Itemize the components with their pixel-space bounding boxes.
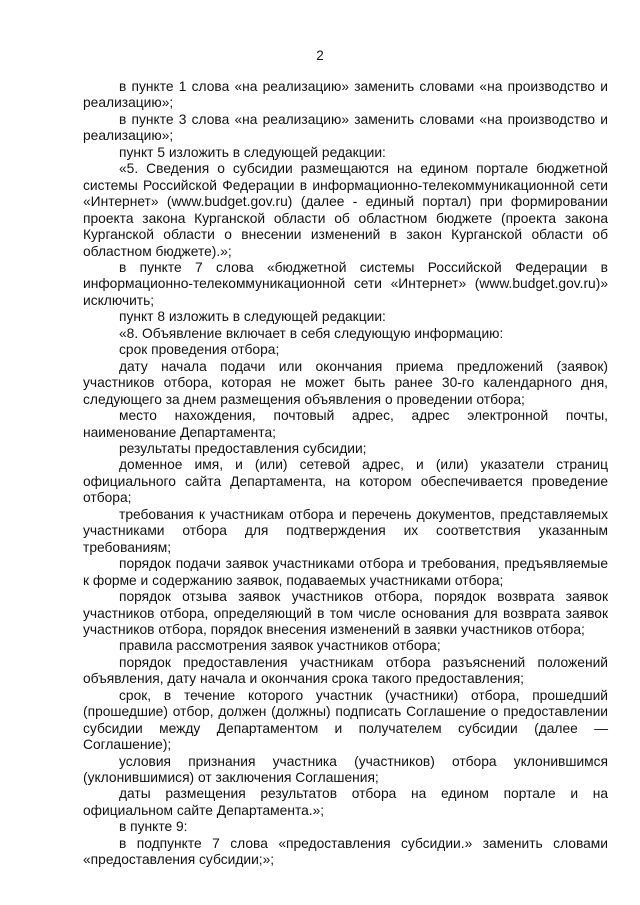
page-number: 2: [316, 48, 324, 63]
paragraph: «5. Сведения о субсидии размещаются на едином портале бюджетной системы Российской Федерации в информационно-телекоммуникационной сети «Интернет» (www.budget.gov.ru) (далее - единый портал) при формировании проекта закона Курганской области об областном бюджете (проекта закона Курганской области о внесении изменений в закон Курганской области об областном бюджете).»;: [83, 161, 608, 259]
paragraph: требования к участникам отбора и перечень документов, представляемых участниками отбора для подтверждения их соответствия указанным требованиям;: [83, 506, 608, 555]
paragraph: в пункте 7 слова «бюджетной системы Российской Федерации в информационно-телекоммуникационной сети «Интернет» (www.budget.gov.ru)» исключить;: [83, 259, 608, 308]
paragraph: место нахождения, почтовый адрес, адрес электронной почты, наименование Департамента;: [83, 408, 608, 440]
paragraph: «8. Объявление включает в себя следующую информацию:: [119, 325, 504, 341]
paragraph: пункт 5 изложить в следующей редакции:: [119, 144, 386, 160]
paragraph: доменное имя, и (или) сетевой адрес, и (или) указатели страниц официального сайта Департамента, на котором обеспечивается проведение отбора;: [83, 457, 608, 506]
paragraph: условия признания участника (участников) отбора уклонившимся (уклонившимися) от заключения Соглашения;: [83, 753, 608, 786]
paragraph: в пункте 1 слова «на реализацию» заменить словами «на производство и реализацию»;: [83, 79, 608, 111]
paragraph: даты размещения результатов отбора на едином портале и на официальном сайте Департамента.»;: [83, 786, 608, 818]
paragraph: срок, в течение которого участник (участники) отбора, прошедший (прошедшие) отбор, должен (должны) подписать Соглашение о предоставлении субсидии между Департаментом и получателем субсидии (далее — Соглашение);: [83, 687, 608, 753]
paragraph: пункт 8 изложить в следующей редакции:: [119, 309, 386, 325]
paragraph: срок проведения отбора;: [119, 342, 280, 358]
paragraph: порядок подачи заявок участниками отбора и требования, предъявляемые к форме и содержанию заявок, подаваемых участниками отбора;: [83, 556, 608, 588]
document-body: [83, 79, 608, 869]
paragraph: порядок предоставления участникам отбора разъяснений положений объявления, дату начала и окончания срока такого предоставления;: [83, 654, 608, 687]
paragraph: в пункте 9:: [119, 819, 188, 835]
paragraph: в подпункте 7 слова «предоставления субсидии.» заменить словами «предоставления субсидии;»;: [83, 835, 608, 868]
paragraph: правила рассмотрения заявок участников отбора;: [119, 638, 441, 654]
paragraph: результаты предоставления субсидии;: [119, 440, 367, 456]
paragraph: в пункте 3 слова «на реализацию» заменить словами «на производство и реализацию»;: [83, 111, 608, 144]
paragraph: дату начала подачи или окончания приема предложений (заявок) участников отбора, которая не может быть ранее 30-го календарного дня, следующего за днем размещения объявления о проведении отбора;: [83, 358, 608, 407]
paragraph: порядок отзыва заявок участников отбора, порядок возврата заявок участников отбора, определяющий в том числе основания для возврата заявок участников отбора, порядок внесения изменений в заявки участников отбора;: [83, 589, 608, 637]
